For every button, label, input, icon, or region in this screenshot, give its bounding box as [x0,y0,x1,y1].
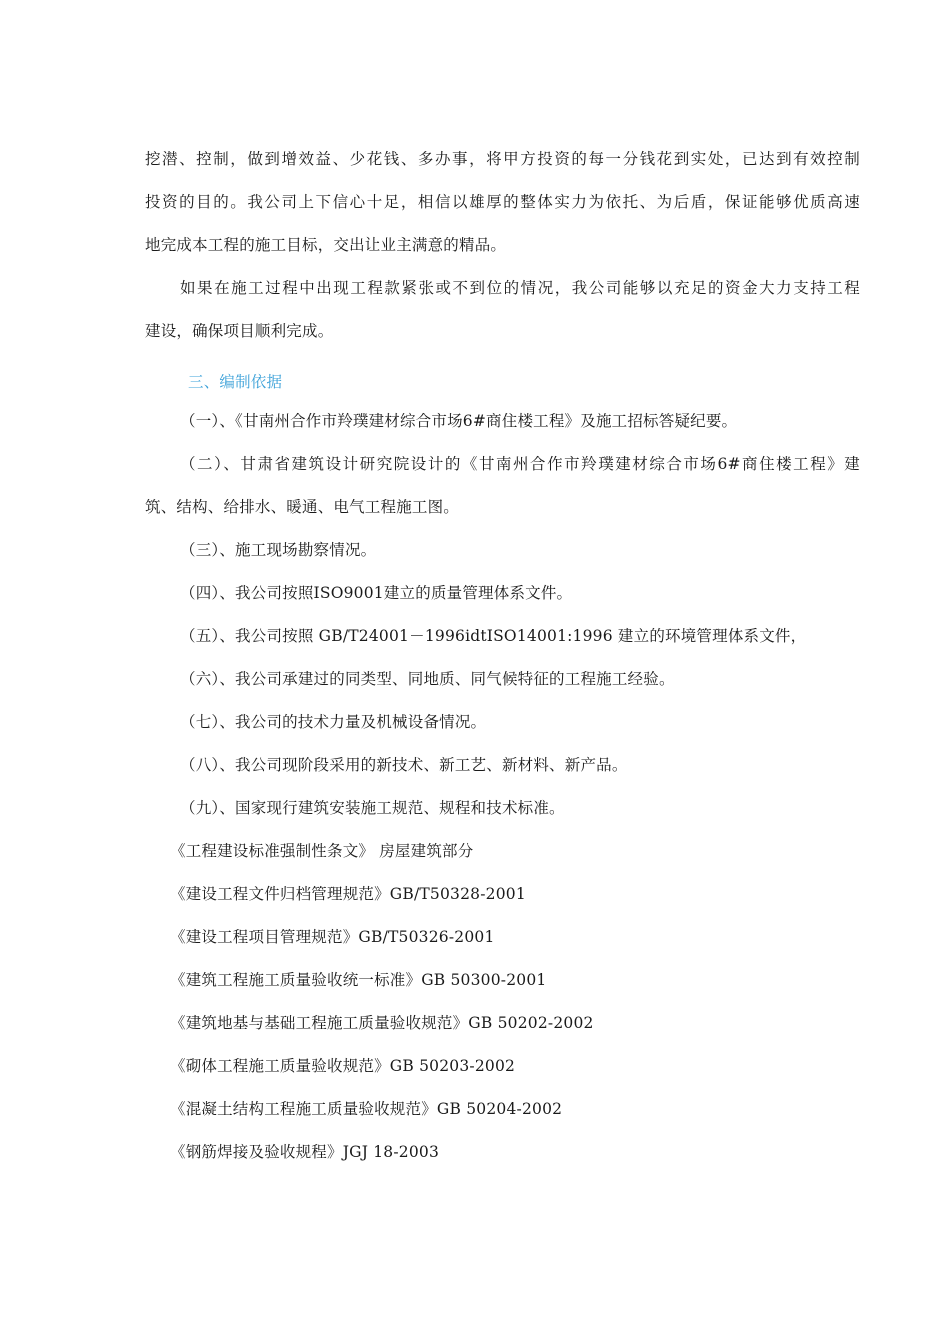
section-heading: 三、编制依据 [188,373,283,391]
intro-line-3: 地完成本工程的施工目标，交出让业主满意的精品。 [145,236,507,254]
funding-line-1: 如果在施工过程中出现工程款紧张或不到位的情况，我公司能够以充足的资金大力支持工程 [180,279,860,297]
basis-item-2: （二）、甘肃省建筑设计研究院设计的《甘南州合作市羚璞建材综合市场6#商住楼工程》建 [180,455,860,473]
standard-item-5: 《建筑地基与基础工程施工质量验收规范》GB 50202-2002 [170,1014,594,1032]
standard-item-4: 《建筑工程施工质量验收统一标准》GB 50300-2001 [170,971,547,989]
standard-item-8: 《钢筋焊接及验收规程》JGJ 18-2003 [170,1143,440,1161]
standard-item-7: 《混凝土结构工程施工质量验收规范》GB 50204-2002 [170,1100,563,1118]
basis-item-7: （七）、我公司的技术力量及机械设备情况。 [180,713,487,731]
basis-item-2-cont: 筑、结构、给排水、暖通、电气工程施工图。 [145,498,460,516]
basis-item-5: （五）、我公司按照 GB/T24001－1996idtISO14001:1996 建立的环境管理体系文件， [180,627,807,645]
intro-line-1: 挖潜、控制，做到增效益、少花钱、多办事，将甲方投资的每一分钱花到实处，已达到有效控制 [145,150,860,168]
basis-item-6: （六）、我公司承建过的同类型、同地质、同气候特征的工程施工经验。 [180,670,675,688]
standard-item-3: 《建设工程项目管理规范》GB/T50326-2001 [170,928,495,946]
standard-item-1: 《工程建设标准强制性条文》 房屋建筑部分 [170,842,474,860]
funding-line-2: 建设，确保项目顺利完成。 [145,322,334,340]
basis-item-8: （八）、我公司现阶段采用的新技术、新工艺、新材料、新产品。 [180,756,628,774]
basis-item-3: （三）、施工现场勘察情况。 [180,541,377,559]
standard-item-6: 《砌体工程施工质量验收规范》GB 50203-2002 [170,1057,516,1075]
basis-item-4: （四）、我公司按照ISO9001建立的质量管理体系文件。 [180,584,573,602]
basis-item-1: （一）、《甘南州合作市羚璞建材综合市场6#商住楼工程》及施工招标答疑纪要。 [180,412,738,430]
standard-item-2: 《建设工程文件归档管理规范》GB/T50328-2001 [170,885,526,903]
basis-item-9: （九）、国家现行建筑安装施工规范、规程和技术标准。 [180,799,565,817]
intro-line-2: 投资的目的。我公司上下信心十足，相信以雄厚的整体实力为依托、为后盾，保证能够优质高速 [145,193,860,211]
